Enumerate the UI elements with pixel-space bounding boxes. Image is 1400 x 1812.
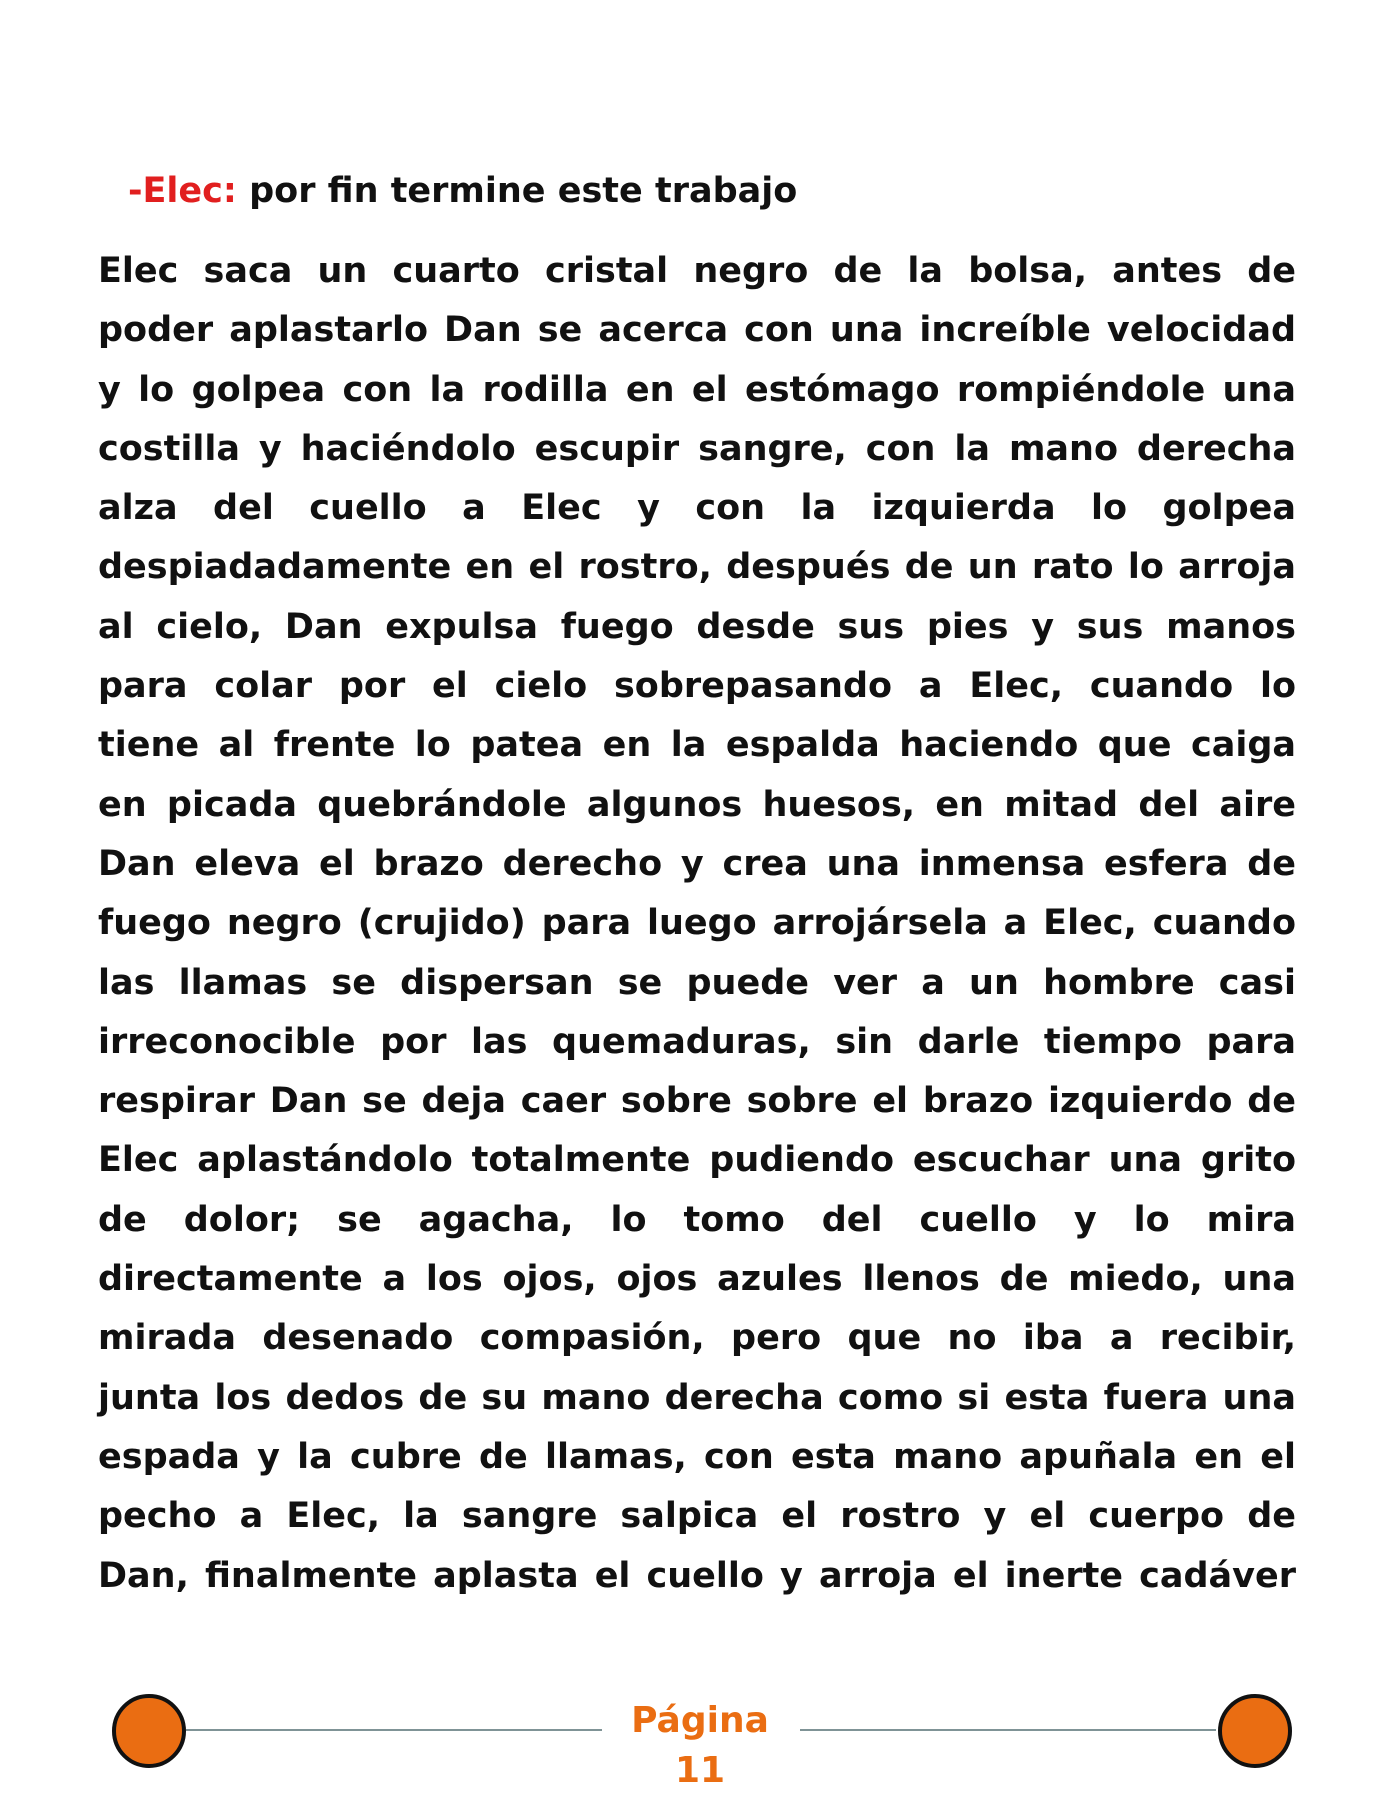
page-footer [0, 1680, 1400, 1800]
right-footer-rule [800, 1729, 1216, 1731]
speaker-name: -Elec: [128, 171, 237, 211]
page-indicator [600, 1696, 800, 1796]
left-circle-ornament [112, 1694, 186, 1768]
dialogue-line [128, 163, 1278, 219]
page-label: Página [631, 1700, 769, 1741]
narrative-paragraph: Elec saca un cuarto cristal negro de la bolsa, antes de poder aplastarlo Dan se acerca con una increíble velocidad y lo golpea con la rodilla en el estómago rompiéndole una costilla y haciéndolo escupir sangre, con la mano derecha alza del cuello a Elec y con la izquierda lo golpea despiadadamente en el rostro, después de un rato lo arroja al cielo, Dan expulsa fuego desde sus pies y sus manos para colar por el cielo sobrepasando a Elec, cuando lo tiene al frente lo patea en la espalda haciendo que caiga en picada quebrándole algunos huesos, en mitad del aire Dan eleva el brazo derecho y crea una inmensa esfera de fuego negro (crujido) para luego arrojársela a Elec, cuando las llamas se dispersan se puede ver a un hombre casi irreconocible por las quemaduras, sin darle tiempo para respirar Dan se deja caer sobre sobre el brazo izquierdo de Elec aplastándolo totalmente pudiendo escuchar una grito de dolor; se agacha, lo tomo del cuello y lo mira directamente a los ojos, ojos azules llenos de miedo, una mirada desenado compasión, pero que no iba a recibir, junta los dedos de su mano derecha como si esta fuera una espada y la cubre de llamas, con esta mano apuñala en el pecho a Elec, la sangre salpica el rostro y el cuerpo de Dan, finalmente aplasta el cuello y arroja el inerte cadáver [98, 251, 1296, 1596]
left-footer-rule [186, 1729, 602, 1731]
right-circle-ornament [1218, 1694, 1292, 1768]
dialogue-text: por fin termine este trabajo [249, 171, 798, 211]
page-number: 11 [674, 1750, 726, 1791]
